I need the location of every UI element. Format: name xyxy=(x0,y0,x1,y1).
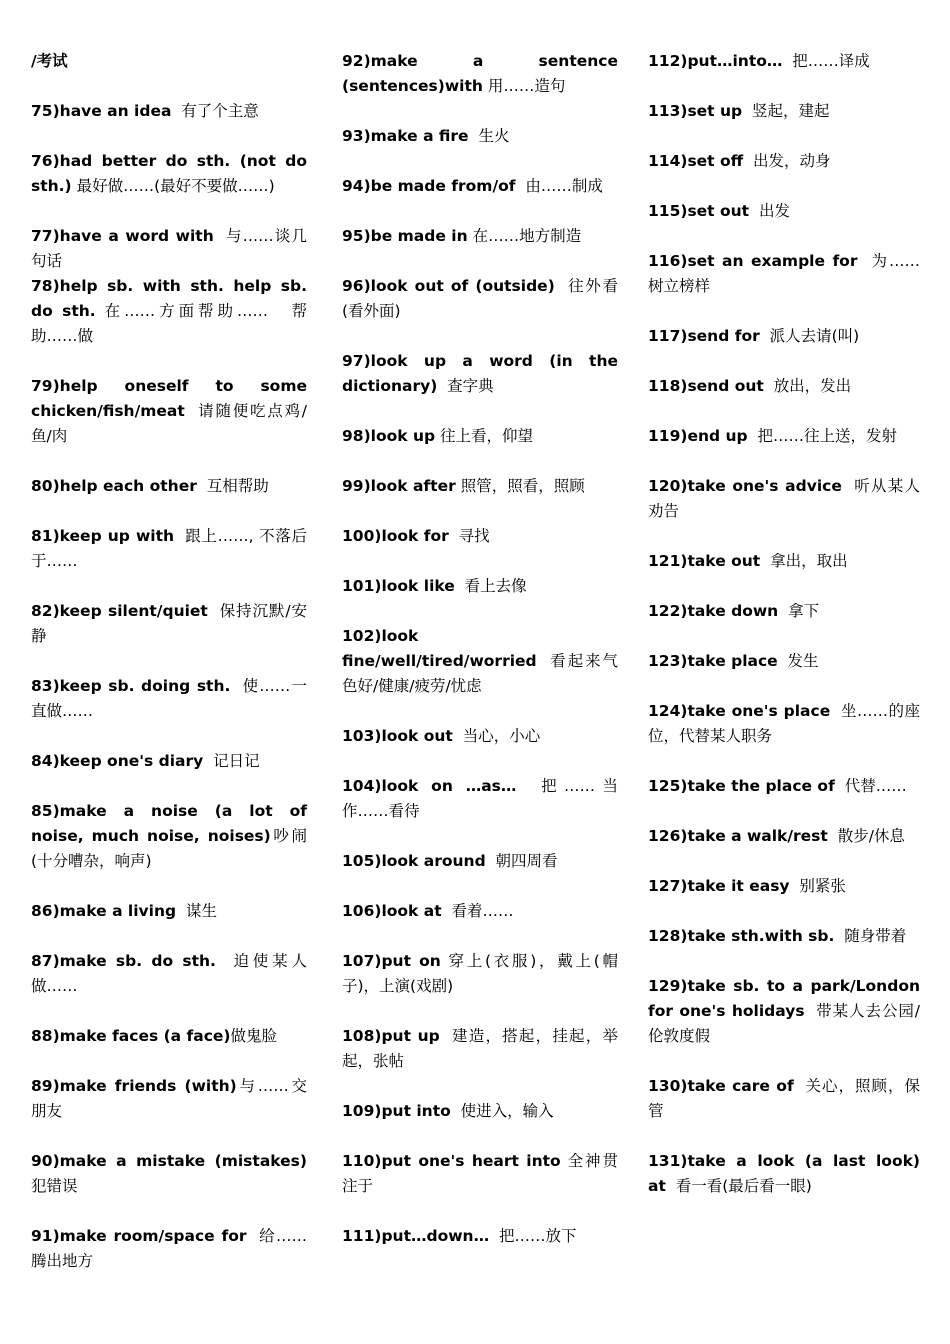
phrase-meaning: 竖起，建起 xyxy=(751,102,830,120)
phrase-entry xyxy=(31,674,307,724)
phrase-entry xyxy=(342,774,618,824)
phrase-text: 110)put one's heart into xyxy=(342,1152,561,1170)
phrase-meaning: 散步/休息 xyxy=(837,827,905,845)
phrase-entry xyxy=(648,974,920,1049)
phrase-meaning: 生火 xyxy=(478,127,510,145)
phrase-text: 97)look up a word (in the dictionary) xyxy=(342,352,618,395)
phrase-text: 88)make faces (a face) xyxy=(31,1027,231,1045)
phrase-text: 102)look fine/well/tired/worried xyxy=(342,627,537,670)
phrase-text: 106)look at xyxy=(342,902,442,920)
phrase-meaning: 由……制成 xyxy=(525,177,603,195)
phrase-meaning: 代替…… xyxy=(844,777,907,795)
phrase-entry xyxy=(648,824,920,849)
phrase-entry xyxy=(31,1149,307,1199)
phrase-meaning: 穿上(衣服)，戴上(帽子)，上演(戏剧) xyxy=(342,952,618,995)
phrase-entry xyxy=(342,1149,618,1199)
phrase-text: 113)set up xyxy=(648,102,743,120)
phrase-meaning: 寻找 xyxy=(458,527,490,545)
phrase-text: 77)have a word with xyxy=(31,227,214,245)
phrase-text: 83)keep sb. doing sth. xyxy=(31,677,231,695)
phrase-text: 90)make a mistake (mistakes) xyxy=(31,1152,307,1170)
phrase-entry xyxy=(342,574,618,599)
phrase-entry xyxy=(648,149,920,174)
phrase-meaning: 别紧张 xyxy=(799,877,846,895)
phrase-text: 109)put into xyxy=(342,1102,451,1120)
phrase-meaning: 派人去请(叫) xyxy=(769,327,860,345)
phrase-entry xyxy=(342,949,618,999)
phrase-text: 78)help sb. with sth. help sb. do sth. xyxy=(31,277,307,320)
phrase-text: 127)take it easy xyxy=(648,877,790,895)
phrase-meaning: 出发 xyxy=(758,202,790,220)
phrase-text: 103)look out xyxy=(342,727,453,745)
phrase-text: 126)take a walk/rest xyxy=(648,827,828,845)
phrase-text: 81)keep up with xyxy=(31,527,175,545)
phrase-text: 98)look up xyxy=(342,427,436,445)
phrase-meaning: 迫使某人做…… xyxy=(31,952,307,995)
phrase-meaning: 朝四周看 xyxy=(495,852,558,870)
phrase-meaning: 往外看(看外面) xyxy=(342,277,618,320)
phrase-text: 130)take care of xyxy=(648,1077,794,1095)
phrase-meaning: 把……往上送，发射 xyxy=(757,427,897,445)
phrase-meaning: 看上去像 xyxy=(464,577,527,595)
phrase-text: 122)take down xyxy=(648,602,779,620)
phrase-text: 89)make friends (with) xyxy=(31,1077,237,1095)
phrase-entry xyxy=(648,474,920,524)
phrase-entry xyxy=(342,349,618,399)
phrase-text: 104)look on …as… xyxy=(342,777,517,795)
phrase-text: 95)be made in xyxy=(342,227,468,245)
phrase-entry xyxy=(342,524,618,549)
phrase-entry xyxy=(342,724,618,749)
phrase-text: 125)take the place of xyxy=(648,777,835,795)
phrase-meaning: 把……放下 xyxy=(498,1227,577,1245)
phrase-text: 86)make a living xyxy=(31,902,177,920)
phrase-entry xyxy=(31,149,307,199)
phrase-entry xyxy=(342,424,618,449)
phrase-text: 128)take sth.with sb. xyxy=(648,927,835,945)
phrase-text: 112)put…into… xyxy=(648,52,783,70)
phrase-text: 115)set out xyxy=(648,202,750,220)
phrase-meaning: 有了个主意 xyxy=(181,102,259,120)
phrase-entry xyxy=(31,99,307,124)
column-3 xyxy=(648,49,920,1224)
phrase-meaning: 拿下 xyxy=(788,602,820,620)
phrase-meaning: 吵闹(十分嘈杂，响声) xyxy=(31,827,307,870)
phrase-entry xyxy=(648,874,920,899)
phrase-entry xyxy=(31,224,307,274)
phrase-meaning: 当心，小心 xyxy=(462,727,541,745)
phrase-entry xyxy=(648,99,920,124)
phrase-meaning: 全神贯注于 xyxy=(342,1152,618,1195)
phrase-entry xyxy=(342,899,618,924)
phrase-text: 107)put on xyxy=(342,952,441,970)
phrase-meaning: 与……谈几句话 xyxy=(31,227,307,270)
phrase-text: 80)help each other xyxy=(31,477,197,495)
phrase-text: 96)look out of (outside) xyxy=(342,277,555,295)
phrase-text: 93)make a fire xyxy=(342,127,469,145)
phrase-text: 101)look like xyxy=(342,577,455,595)
phrase-text: 116)set an example for xyxy=(648,252,858,270)
phrase-text: 99)look after xyxy=(342,477,456,495)
phrase-entry xyxy=(342,124,618,149)
phrase-text: 131)take a look (a last look) at xyxy=(648,1152,920,1195)
phrase-entry xyxy=(342,1024,618,1074)
phrase-meaning: 给……腾出地方 xyxy=(31,1227,308,1270)
phrase-meaning: 查字典 xyxy=(447,377,494,395)
phrase-entry xyxy=(648,699,920,749)
phrase-entry xyxy=(648,1149,920,1199)
phrase-meaning: 听从某人劝告 xyxy=(648,477,920,520)
phrase-meaning: 关心，照顾，保管 xyxy=(648,1077,920,1120)
phrase-entry xyxy=(648,249,920,299)
phrase-entry xyxy=(648,49,920,74)
phrase-meaning: 把……译成 xyxy=(792,52,870,70)
phrase-meaning: 照管，照看，照顾 xyxy=(460,477,585,495)
phrase-entry xyxy=(31,599,307,649)
phrase-text: 82)keep silent/quiet xyxy=(31,602,208,620)
phrase-text: /考试 xyxy=(31,52,68,70)
phrase-meaning: 看一看(最后看一眼) xyxy=(675,1177,812,1195)
phrase-meaning: 记日记 xyxy=(213,752,260,770)
phrase-meaning: 谋生 xyxy=(185,902,217,920)
phrase-meaning: 看起来气色好/健康/疲劳/忧虑 xyxy=(342,652,618,695)
column-1 xyxy=(31,49,307,1299)
phrase-text: 129)take sb. to a park/London for one's holidays xyxy=(648,977,920,1020)
phrase-entry xyxy=(648,549,920,574)
phrase-entry xyxy=(342,474,618,499)
phrase-text: 92)make a sentence (sentences)with xyxy=(342,52,618,95)
phrase-meaning: 看着…… xyxy=(451,902,514,920)
phrase-entry xyxy=(31,1024,307,1049)
phrase-meaning: 发生 xyxy=(787,652,819,670)
phrase-entry xyxy=(648,599,920,624)
phrase-text: 114)set off xyxy=(648,152,744,170)
phrase-meaning: 在……方面帮助…… 帮助……做 xyxy=(31,302,307,345)
phrase-text: 75)have an idea xyxy=(31,102,172,120)
phrase-entry xyxy=(648,924,920,949)
phrase-meaning: 往上看，仰望 xyxy=(440,427,534,445)
phrase-entry xyxy=(648,199,920,224)
phrase-entry xyxy=(342,1224,618,1249)
phrase-meaning: 与……交朋友 xyxy=(31,1077,307,1120)
phrase-entry xyxy=(342,274,618,324)
phrase-meaning: 做鬼脸 xyxy=(230,1027,278,1045)
phrase-entry xyxy=(648,424,920,449)
phrase-meaning: 拿出，取出 xyxy=(770,552,848,570)
phrase-meaning: 为……树立榜样 xyxy=(648,252,920,295)
phrase-entry xyxy=(648,774,920,799)
phrase-entry xyxy=(342,1099,618,1124)
phrase-entry xyxy=(31,799,307,874)
phrase-entry xyxy=(648,1074,920,1124)
phrase-text: 84)keep one's diary xyxy=(31,752,204,770)
phrase-text: 105)look around xyxy=(342,852,486,870)
phrase-text: 76)had better do sth. (not do sth.) xyxy=(31,152,307,195)
phrase-meaning: 保持沉默/安静 xyxy=(31,602,307,645)
phrase-text: 117)send for xyxy=(648,327,760,345)
phrase-text: 119)end up xyxy=(648,427,748,445)
phrase-meaning: 坐……的座位，代替某人职务 xyxy=(648,702,920,745)
phrase-entry xyxy=(31,474,307,499)
phrase-entry xyxy=(342,224,618,249)
phrase-entry xyxy=(342,849,618,874)
phrase-text: 124)take one's place xyxy=(648,702,831,720)
column-2 xyxy=(342,49,618,1274)
phrase-meaning: 犯错误 xyxy=(31,1177,78,1195)
phrase-entry xyxy=(31,899,307,924)
phrase-entry xyxy=(648,649,920,674)
phrase-text: 121)take out xyxy=(648,552,761,570)
phrase-text: 108)put up xyxy=(342,1027,440,1045)
phrase-entry xyxy=(31,274,307,349)
phrase-entry xyxy=(342,174,618,199)
phrase-entry xyxy=(31,374,307,449)
phrase-text: 85)make a noise (a lot of noise, much noise, noises) xyxy=(31,802,307,845)
phrase-meaning: 随身带着 xyxy=(844,927,907,945)
phrase-text: 123)take place xyxy=(648,652,778,670)
phrase-meaning: 出发，动身 xyxy=(753,152,831,170)
phrase-entry xyxy=(31,1224,307,1274)
phrase-text: 100)look for xyxy=(342,527,449,545)
phrase-meaning: 在……地方制造 xyxy=(472,227,582,245)
phrase-entry xyxy=(31,49,307,74)
phrase-meaning: 建造，搭起，挂起，举起，张帖 xyxy=(342,1027,618,1070)
phrase-meaning: 跟上……, 不落后于…… xyxy=(31,527,307,570)
phrase-text: 118)send out xyxy=(648,377,764,395)
phrase-text: 87)make sb. do sth. xyxy=(31,952,216,970)
phrase-text: 79)help oneself to some chicken/fish/meat xyxy=(31,377,307,420)
phrase-entry xyxy=(31,524,307,574)
phrase-meaning: 把……当作……看待 xyxy=(342,777,618,820)
phrase-entry xyxy=(648,324,920,349)
phrase-text: 91)make room/space for xyxy=(31,1227,247,1245)
phrase-meaning: 用……造句 xyxy=(487,77,566,95)
phrase-meaning: 互相帮助 xyxy=(206,477,269,495)
phrase-meaning: 请随便吃点鸡/鱼/肉 xyxy=(31,402,307,445)
phrase-meaning: 带某人去公园/伦敦度假 xyxy=(648,1002,921,1045)
phrase-entry xyxy=(31,1074,307,1124)
phrase-meaning: 放出，发出 xyxy=(773,377,852,395)
phrase-meaning: 使……一直做…… xyxy=(31,677,307,720)
phrase-entry xyxy=(31,749,307,774)
phrase-text: 111)put…down… xyxy=(342,1227,490,1245)
phrase-entry xyxy=(648,374,920,399)
phrase-meaning: 最好做……(最好不要做……) xyxy=(76,177,275,195)
phrase-entry xyxy=(342,624,618,699)
phrase-entry xyxy=(342,49,618,99)
phrase-meaning: 使进入，输入 xyxy=(460,1102,554,1120)
phrase-text: 120)take one's advice xyxy=(648,477,842,495)
phrase-entry xyxy=(31,949,307,999)
phrase-text: 94)be made from/of xyxy=(342,177,516,195)
